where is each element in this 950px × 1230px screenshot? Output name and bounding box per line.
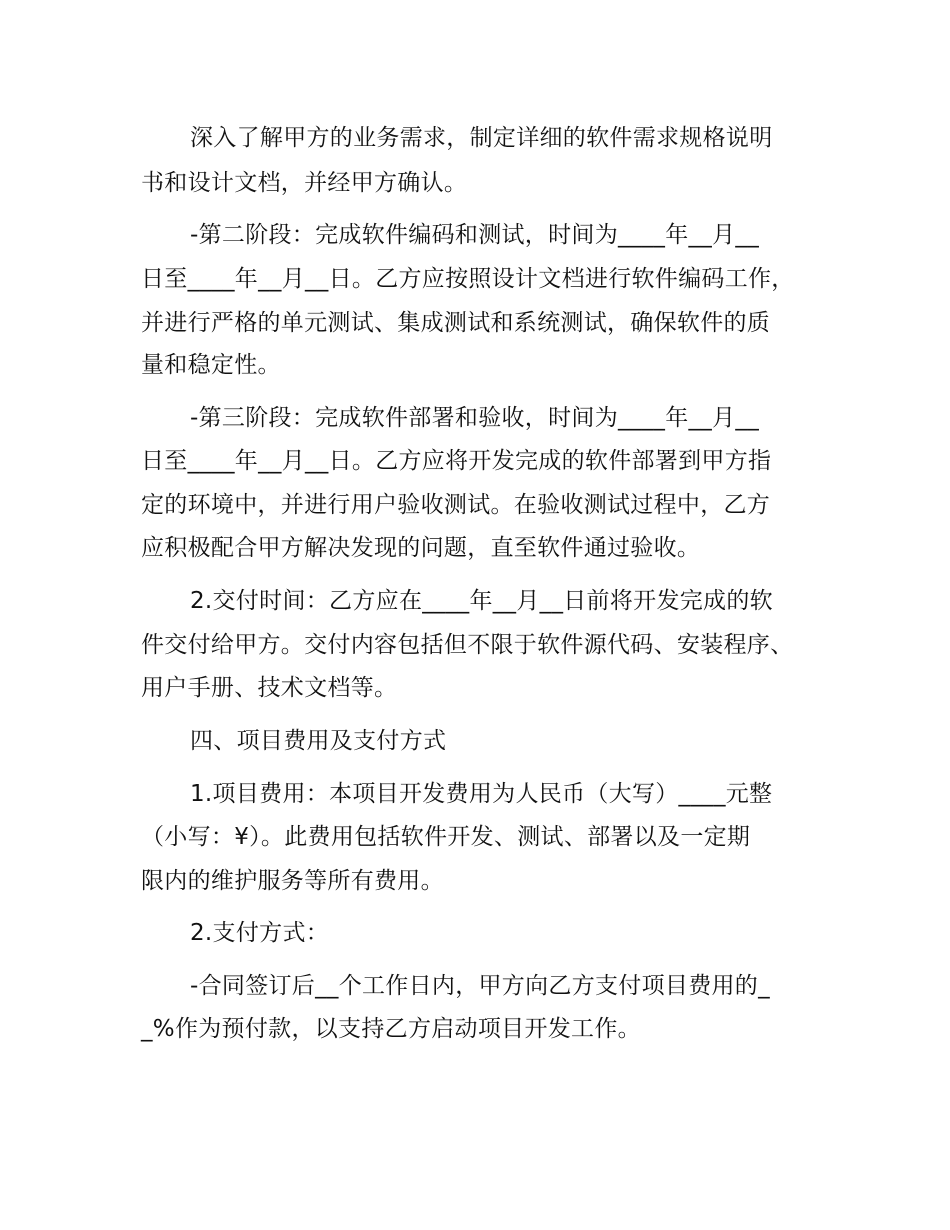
text-line: -合同签订后__个工作日内，甲方向乙方支付项目费用的_ xyxy=(190,973,770,999)
text-line: 限内的维护服务等所有费用。 xyxy=(141,868,444,894)
text-line: 深入了解甲方的业务需求，制定详细的软件需求规格说明 xyxy=(190,125,773,151)
text-line: 1.项目费用：本项目开发费用为人民币（大写）____元整 xyxy=(190,781,773,807)
text-line: 定的环境中，并进行用户验收测试。在验收测试过程中，乙方 xyxy=(141,492,771,518)
text-line: 日至____年__月__日。乙方应将开发完成的软件部署到甲方指 xyxy=(141,448,772,474)
text-line: 用户手册、技术文档等。 xyxy=(141,675,398,701)
text-line: 件交付给甲方。交付内容包括但不限于软件源代码、安装程序、 xyxy=(141,632,794,658)
text-line: （小写：¥）。此费用包括软件开发、测试、部署以及一定期 xyxy=(141,824,751,850)
text-line: 2.交付时间：乙方应在____年__月__日前将开发完成的软 xyxy=(190,588,773,614)
subsection-heading: 2.支付方式： xyxy=(190,920,330,946)
text-line: 并进行严格的单元测试、集成测试和系统测试，确保软件的质 xyxy=(141,310,771,336)
text-line: -第二阶段：完成软件编码和测试，时间为____年__月__ xyxy=(190,222,759,248)
section-heading: 四、项目费用及支付方式 xyxy=(190,728,447,754)
text-line: -第三阶段：完成软件部署和验收，时间为____年__月__ xyxy=(190,405,759,431)
text-line: 应积极配合甲方解决发现的问题，直至软件通过验收。 xyxy=(141,535,701,561)
text-line: 量和稳定性。 xyxy=(141,352,281,378)
text-line: _%作为预付款，以支持乙方启动项目开发工作。 xyxy=(141,1016,641,1042)
text-line: 日至____年__月__日。乙方应按照设计文档进行软件编码工作， xyxy=(141,266,795,292)
text-line: 书和设计文档，并经甲方确认。 xyxy=(141,170,468,196)
